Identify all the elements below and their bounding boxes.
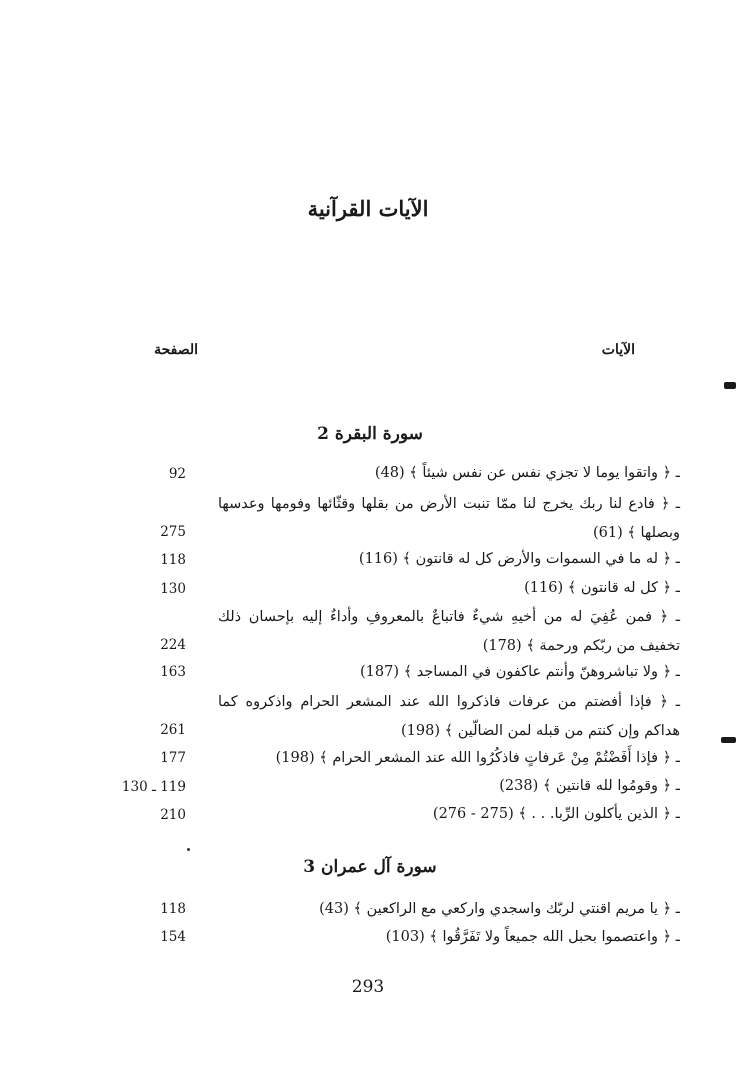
page-number: 275: [160, 524, 186, 540]
column-header-verses: الآيات: [601, 342, 635, 358]
page-title: الآيات القرآنية: [307, 196, 429, 221]
surah-heading: سورة آل عمران 3: [303, 857, 437, 877]
page-number-range: 119 ـ 130: [121, 779, 186, 795]
verse-text: ـ ﴿ فادع لنا ربك يخرج لنا ممّا تنبت الأرض من بقلها وقثّائها وفومها وعدسها وبصلها ﴾ (61): [218, 496, 680, 541]
verse-text: ـ ﴿ واعتصموا بحبل الله جميعاً ولا تَفَرَّقُوا ﴾ (103): [385, 929, 680, 945]
page-number: 118: [160, 552, 186, 568]
scan-mark: [724, 382, 736, 389]
page-folio-number: 293: [351, 977, 385, 997]
verse-text: ـ ﴿ يا مريم اقنتي لربّك واسجدي واركعي مع الراكعين ﴾ (43): [319, 901, 680, 917]
page-number: 210: [160, 807, 186, 823]
verse-text: ـ ﴿ كل له قانتون ﴾ (116): [524, 580, 680, 596]
verse-text: ـ ﴿ فإذا أفضتم من عرفات فاذكروا الله عند المشعر الحرام واذكروه كما هداكم وإن كنتم من قبله لمن الضالّين ﴾ (198): [218, 694, 680, 739]
verse-text: ـ ﴿ فإذا أَفَضْتُمْ مِنْ عَرفاتٍ فاذكُرُوا الله عند المشعر الحرام ﴾ (198): [275, 750, 680, 766]
page-number: [100, 779, 186, 795]
verse-text: ـ ﴿ فمن عُفِيَ له من أخيهِ شيءٌ فاتباعٌ بالمعروفِ وأداءٌ إليه بإحسان ذلك تخفيف من ربّكم ورحمة ﴾ (178): [218, 609, 680, 654]
page-number: 92: [168, 466, 186, 482]
page-number: 163: [160, 664, 186, 680]
page-number: 177: [160, 750, 186, 766]
verse-text: ـ ﴿ واتقوا يوما لا تجزي نفس عن نفس شيئاً ﴾ (48): [374, 465, 680, 481]
verse-text: ـ ﴿ وقومُوا لله قانتين ﴾ (238): [499, 778, 680, 794]
verse-text: ـ ﴿ له ما في السموات والأرض كل له قانتون ﴾ (116): [358, 551, 680, 567]
page-number: 118: [160, 901, 186, 917]
surah-heading: سورة البقرة 2: [317, 424, 423, 444]
scan-mark: [721, 737, 736, 743]
verse-text: ـ ﴿ الذين يأكلون الرِّبا. . . ﴾ (275 - 276): [432, 806, 680, 822]
page-number: 261: [160, 722, 186, 738]
verse-text: ـ ﴿ ولا تباشروهنّ وأنتم عاكفون في المساجد ﴾ (187): [360, 664, 680, 680]
scan-dot: [187, 848, 190, 851]
page-number: 154: [160, 929, 186, 945]
page-number: 130: [160, 581, 186, 597]
page-number: 224: [160, 637, 186, 653]
column-header-page: الصفحة: [154, 342, 198, 358]
